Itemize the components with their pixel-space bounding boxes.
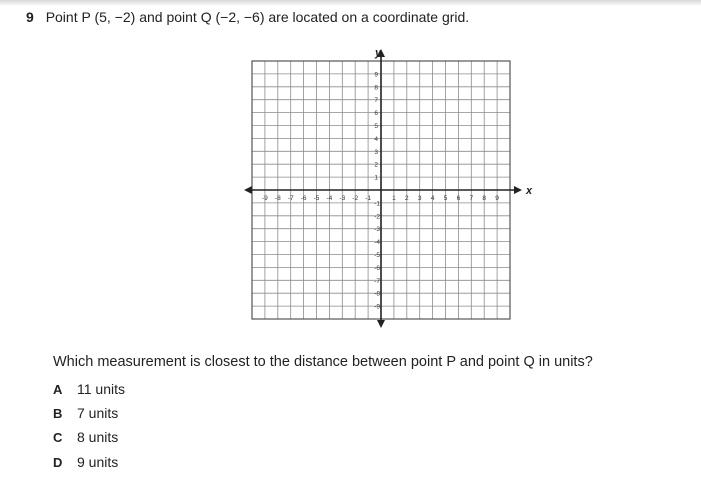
x-tick-label: -5	[313, 195, 320, 202]
y-tick-label: 5	[374, 123, 378, 130]
y-axis-arrow-down	[377, 320, 385, 328]
y-tick-label: 2	[374, 161, 378, 169]
top-shadow-bar	[0, 0, 701, 6]
choice-a[interactable]	[53, 381, 125, 397]
choice-text: 11 units	[77, 381, 125, 397]
x-tick-label: -1	[365, 195, 371, 202]
x-tick-label: -9	[262, 195, 268, 202]
choice-letter: A	[53, 382, 63, 397]
x-tick-label: 1	[392, 195, 396, 202]
coordinate-grid-svg	[240, 45, 533, 330]
question-prompt: Which measurement is closest to the distance between point P and point Q in units?	[53, 354, 593, 370]
choice-text: 7 units	[77, 405, 119, 421]
x-tick-label: 2	[404, 195, 409, 202]
y-tick-label: 7	[374, 97, 378, 105]
choice-letter: D	[53, 455, 63, 470]
x-tick-label: 4	[430, 195, 435, 202]
y-tick-label: -2	[374, 213, 380, 221]
x-tick-label: 8	[482, 195, 487, 202]
x-tick-label: 9	[495, 195, 499, 202]
x-axis-label: x	[526, 185, 533, 197]
choice-d[interactable]	[53, 454, 118, 470]
y-tick-label: -5	[374, 252, 380, 259]
y-tick-label: 8	[374, 84, 378, 92]
y-tick-label: 1	[374, 174, 378, 182]
y-tick-label: -3	[374, 226, 380, 234]
y-axis-label: y	[374, 47, 382, 59]
y-tick-label: 4	[374, 135, 378, 143]
question-text: Point P (5, −2) and point Q (−2, −6) are located on a coordinate grid.	[45, 9, 470, 25]
y-tick-label: -9	[374, 303, 380, 311]
x-axis-arrow-right	[514, 186, 522, 194]
y-tick-label: 6	[374, 110, 378, 118]
x-tick-label: -3	[339, 195, 346, 202]
y-tick-label: -6	[374, 264, 380, 272]
y-tick-label: -8	[374, 290, 380, 298]
x-tick-label: -7	[287, 195, 294, 202]
x-axis-arrow-left	[244, 186, 252, 194]
x-tick-label: -8	[274, 195, 281, 202]
choice-c[interactable]	[53, 429, 118, 445]
x-tick-label: -4	[326, 195, 333, 202]
choice-b[interactable]	[53, 405, 118, 421]
y-tick-label: -7	[374, 277, 380, 285]
y-tick-label: -4	[374, 239, 380, 247]
x-tick-label: -6	[300, 195, 307, 202]
choice-letter: C	[53, 430, 63, 445]
choice-text: 8 units	[77, 429, 119, 445]
coordinate-grid	[240, 45, 533, 330]
x-tick-label: 3	[417, 195, 422, 202]
x-tick-label: 7	[469, 195, 474, 202]
x-tick-label: 5	[443, 195, 448, 202]
y-tick-label: -1	[374, 200, 380, 208]
y-tick-label: 3	[374, 148, 378, 156]
question-number: 9	[26, 9, 34, 25]
x-tick-label: 6	[456, 195, 461, 202]
choice-letter: B	[53, 406, 63, 421]
choice-text: 9 units	[77, 454, 119, 470]
question-stem	[26, 9, 469, 25]
x-tick-label: -2	[352, 195, 359, 202]
y-tick-label: 9	[374, 71, 378, 79]
